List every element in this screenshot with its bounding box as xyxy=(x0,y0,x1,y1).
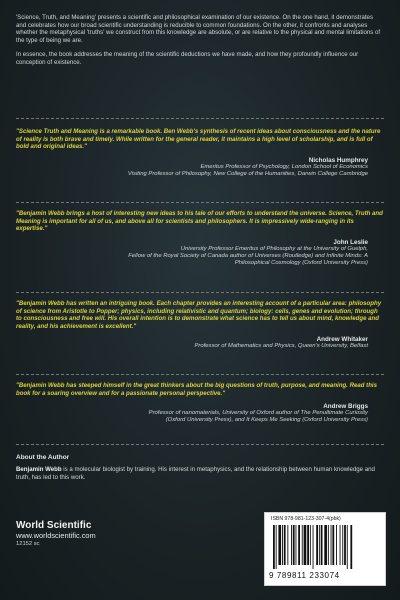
barcode-bar xyxy=(328,525,329,565)
barcode-bar xyxy=(278,525,281,565)
barcode-bar xyxy=(347,525,348,569)
about-heading: About the Author xyxy=(16,454,70,461)
divider xyxy=(16,202,384,203)
barcode-digits: 9 789811 233074 xyxy=(269,571,340,580)
author-name: Benjamin Webb xyxy=(16,466,62,473)
barcode-bar xyxy=(331,525,332,565)
book-description xyxy=(16,14,382,74)
barcode-bar xyxy=(293,525,295,565)
barcode-bar xyxy=(350,525,352,569)
barcode-bar xyxy=(313,525,314,569)
publisher-code: 12152 sc xyxy=(16,541,40,547)
barcode-bar xyxy=(302,525,303,565)
endorsement xyxy=(16,382,384,425)
barcode-bar xyxy=(340,525,341,565)
endorsement-quote: "Benjamin Webb has written an intriguing book. Each chapter provides an interesting account of a particular area: philosophy of science from Aristotle to Popper; physics, including relativistic and quantum; biology: cells, genes and evolution; through to consciousness and free will. His overall intention is to demonstrate what science has to tell us about mind, knowledge and reality, and his achievement is excellent." xyxy=(16,300,382,330)
barcode-bar xyxy=(291,525,292,565)
author-bio: is a molecular biologist by training. His interest in metaphysics, and the relationship between human knowledge and truth, has led to this work. xyxy=(16,466,375,481)
barcode-bar xyxy=(321,525,323,565)
isbn-label: ISBN 978-981-123-307-4(pbk) xyxy=(271,516,341,522)
endorsement-quote: "Benjamin Webb brings a host of interesting new ideas to his tale of our efforts to understand the universe. Science, Truth and Meaning is important for all of us, and above all for scientists and philosophers. It is impressively wide-ranging in its expertise." xyxy=(16,210,383,233)
barcode-bar xyxy=(298,525,300,565)
divider xyxy=(16,292,384,293)
barcode-bar xyxy=(296,525,297,565)
barcode-bar xyxy=(332,525,334,565)
endorsement-quote: "Science Truth and Meaning is a remarkable book. Ben Webb's synthesis of recent ideas about consciousness and the nature of reality is both brave and timely. While written for the general reader, it maintains a high level of scholarship, and is full of bold and original ideas." xyxy=(16,128,381,151)
barcode xyxy=(264,512,386,586)
barcode-bar xyxy=(316,525,318,565)
publisher-name: World Scientific xyxy=(16,520,92,531)
barcode-bars xyxy=(271,525,379,569)
divider xyxy=(16,118,384,119)
barcode-bar xyxy=(342,525,343,565)
description-paragraph: 'Science, Truth, and Meaning' presents a scientific and philosophical examination of our existence. On the one hand, it demonstrates and celebrates how our broad scientific understanding is reducible to common foundations. On the other, it confronts and analyses whether the metaphysical 'truths' we construct from this knowledge are absolute, or are relative to the physical and mental limitations of the type of being we are. xyxy=(16,14,381,44)
barcode-bar xyxy=(344,525,346,565)
barcode-bar xyxy=(282,525,283,565)
about-text xyxy=(16,466,382,481)
endorsement-role: University Professor Emeritus of Philosophy at the University of Guelph, Fellow of the Royal Society of Canada author of Universes (Routledge) and Infinite Minds: A Philosophical Cosmology (Oxford University Press) xyxy=(128,245,368,267)
publisher-block xyxy=(16,520,96,548)
endorsement-role: Emeritus Professor of Psychology, London School of Economics Visiting Professor of Philosophy, New College of the Humanities, Darwin College Cambridge xyxy=(127,163,368,177)
barcode-bar xyxy=(276,525,277,569)
endorsement-role: Professor of nanomaterials, University of Oxford author of The Penultimate Curiosity (Oxford University Press), and It Keeps Me Seeking (Oxford University Press) xyxy=(148,410,368,424)
endorsement-quote: "Benjamin Webb has steeped himself in the great thinkers about the big questions of truth, purpose, and meaning. Read this book for a soaring overview and for a passionate personal perspective." xyxy=(16,382,377,397)
endorsement-author: John Leslie xyxy=(333,238,368,246)
barcode-bar xyxy=(287,525,288,565)
barcode-bar xyxy=(273,525,275,569)
endorsement-author: Nicholas Humphrey xyxy=(308,156,368,164)
barcode-bar xyxy=(307,525,309,565)
divider xyxy=(16,374,384,375)
barcode-bar xyxy=(304,525,307,565)
endorsement-author: Andrew Whitaker xyxy=(316,336,368,344)
barcode-bar xyxy=(336,525,337,565)
barcode-bar xyxy=(284,525,286,565)
endorsement xyxy=(16,300,384,351)
endorsement xyxy=(16,128,384,178)
description-paragraph: In essence, the book addresses the meaning of the scientific deductions we have made, and how they profoundly influence our conception of existence. xyxy=(16,51,359,66)
barcode-bar xyxy=(310,525,311,565)
barcode-bar xyxy=(324,525,327,565)
publisher-url: www.worldscientific.com xyxy=(16,531,96,540)
barcode-bar xyxy=(319,525,320,565)
endorsement xyxy=(16,210,384,267)
divider xyxy=(16,444,384,445)
endorsement-author: Andrew Briggs xyxy=(323,403,368,411)
endorsement-role: Professor of Mathematics and Physics, Queen's University, Belfast xyxy=(194,343,368,350)
